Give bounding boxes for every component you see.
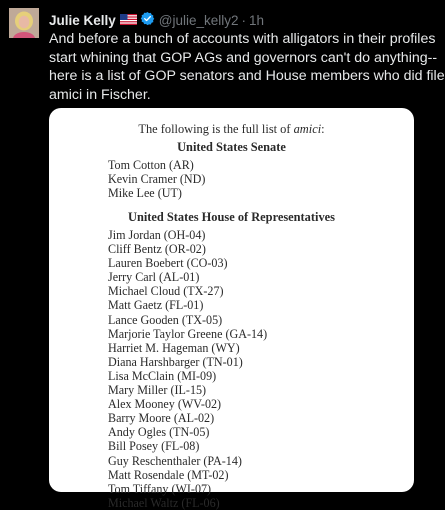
list-item: Lisa McClain (MI-09) bbox=[108, 368, 217, 383]
tweet-text bbox=[49, 30, 445, 104]
list-item: Tom Cotton (AR) bbox=[108, 158, 194, 172]
list-item: Barry Moore (AL-02) bbox=[108, 411, 215, 426]
tweet-timestamp[interactable]: 1h bbox=[249, 12, 265, 28]
list-item: Andy Ogles (TN-05) bbox=[108, 425, 210, 440]
list-item: Alex Mooney (WV-02) bbox=[108, 397, 222, 412]
list-item: Mike Lee (UT) bbox=[108, 186, 182, 201]
tweet-text-line: And before a bunch of accounts with alligators in their profiles bbox=[49, 31, 436, 47]
list-item: Lance Gooden (TX-05) bbox=[108, 312, 223, 327]
avatar[interactable] bbox=[9, 8, 39, 38]
house-heading: United States House of Representatives bbox=[128, 210, 335, 224]
document-intro bbox=[49, 122, 414, 137]
author-name[interactable]: Julie Kelly bbox=[49, 12, 116, 28]
tweet-text-line: start whining that GOP AGs and governors can't do anything-- bbox=[49, 49, 438, 66]
house-member-list bbox=[108, 228, 267, 510]
list-item: Kevin Cramer (ND) bbox=[108, 172, 206, 187]
tweet-text-line: here is a list of GOP senators and House members who did file bbox=[49, 68, 445, 85]
list-item: Jim Jordan (OH-04) bbox=[108, 228, 206, 242]
list-item: Guy Reschenthaler (PA-14) bbox=[108, 453, 242, 468]
list-item: Harriet M. Hageman (WY) bbox=[108, 340, 240, 355]
list-item: Cliff Bentz (OR-02) bbox=[108, 242, 206, 257]
document-intro-prefix: The following is the full list of bbox=[138, 122, 294, 136]
us-flag-icon bbox=[120, 13, 137, 28]
list-item: Michael Waltz (FL-06) bbox=[108, 495, 220, 510]
list-item: Matt Rosendale (MT-02) bbox=[108, 467, 229, 482]
list-item: Mary Miller (IL-15) bbox=[108, 383, 207, 398]
senate-heading: United States Senate bbox=[177, 140, 286, 154]
list-item: Diana Harshbarger (TN-01) bbox=[108, 354, 243, 369]
document-intro-emphasis: amici bbox=[293, 122, 322, 136]
list-item: Michael Cloud (TX-27) bbox=[108, 284, 224, 299]
tweet-image[interactable] bbox=[49, 108, 414, 510]
author-handle[interactable]: @julie_kelly2 bbox=[158, 12, 239, 28]
list-item: Bill Posey (FL-08) bbox=[108, 439, 200, 454]
list-item: Marjorie Taylor Greene (GA-14) bbox=[108, 326, 268, 341]
list-item: Tom Tiffany (WI-07) bbox=[108, 481, 212, 496]
header-separator: · bbox=[241, 12, 247, 28]
verified-badge-icon[interactable] bbox=[140, 11, 155, 29]
senate-member-list bbox=[108, 158, 205, 200]
tweet-header bbox=[49, 11, 264, 29]
list-item: Matt Gaetz (FL-01) bbox=[108, 298, 204, 313]
list-item: Lauren Boebert (CO-03) bbox=[108, 256, 228, 271]
tweet-text-line: amici in Fischer. bbox=[49, 86, 151, 103]
document-intro-suffix: : bbox=[321, 122, 325, 136]
list-item: Jerry Carl (AL-01) bbox=[108, 270, 200, 285]
